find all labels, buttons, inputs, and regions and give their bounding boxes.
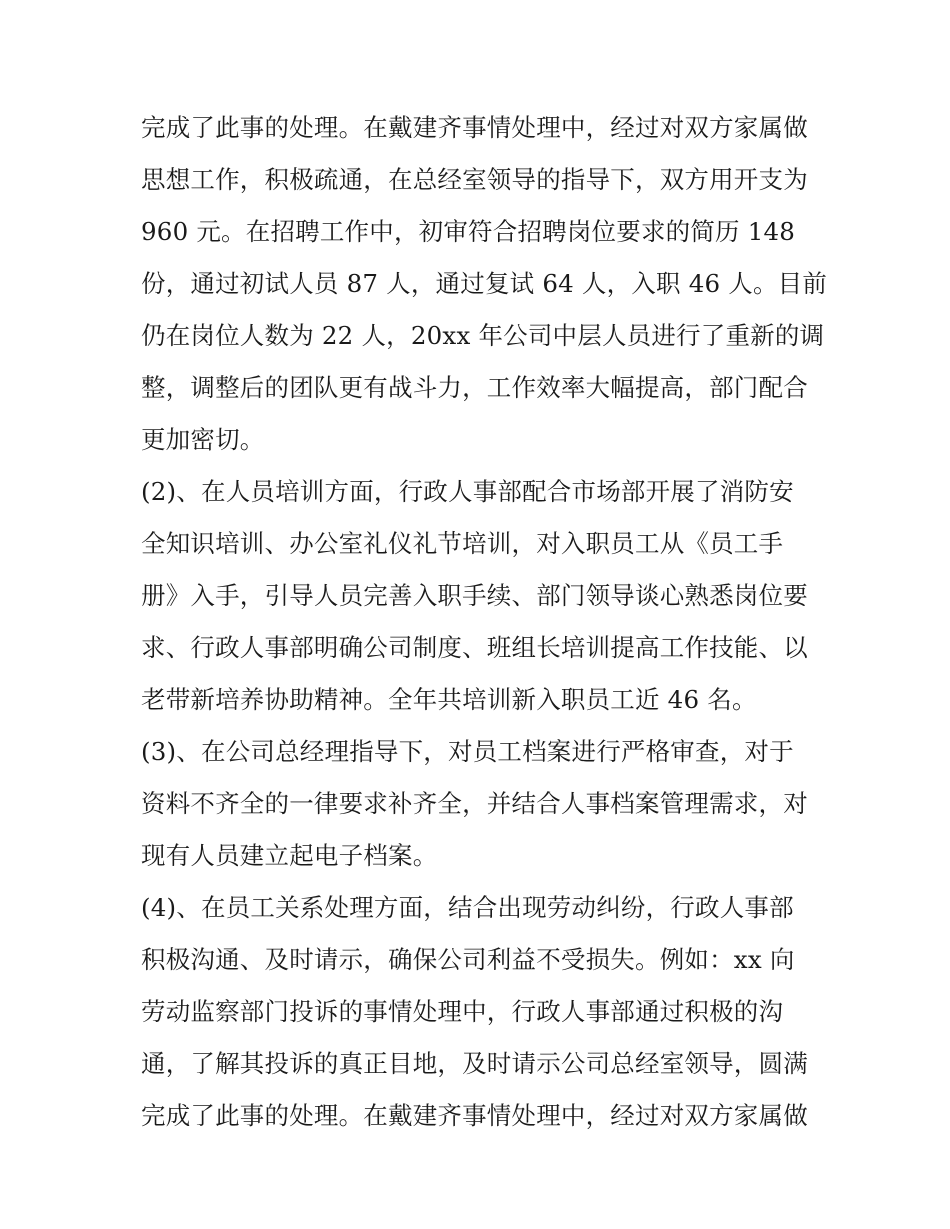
body-text: [141, 102, 831, 1142]
text-line: 老带新培养协助精神。全年共培训新入职员工近 46 名。: [141, 685, 757, 714]
text-line: 资料不齐全的一律要求补齐全，并结合人事档案管理需求，对: [141, 789, 808, 818]
text-line: 全知识培训、办公室礼仪礼节培训，对入职员工从《员工手: [141, 529, 784, 558]
text-line: 通，了解其投诉的真正目地，及时请示公司总经室领导，圆满: [141, 1049, 808, 1078]
text-line: 份，通过初试人员 87 人，通过复试 64 人，入职 46 人。目前: [141, 269, 828, 298]
text-line: 积极沟通、及时请示，确保公司利益不受损失。例如：xx 向: [141, 945, 795, 974]
text-line: 册》入手，引导人员完善入职手续、部门领导谈心熟悉岗位要: [141, 581, 808, 610]
paragraph-4-start: (4)、在员工关系处理方面，结合出现劳动纠纷，行政人事部: [141, 893, 794, 922]
paragraph-3-start: (3)、在公司总经理指导下，对员工档案进行严格审查，对于: [141, 737, 794, 766]
text-line: 整，调整后的团队更有战斗力，工作效率大幅提高，部门配合: [141, 373, 808, 402]
text-line: 思想工作，积极疏通，在总经室领导的指导下，双方用开支为: [141, 165, 808, 194]
text-line: 完成了此事的处理。在戴建齐事情处理中，经过对双方家属做: [141, 113, 808, 142]
text-line: 劳动监察部门投诉的事情处理中，行政人事部通过积极的沟: [141, 997, 784, 1026]
paragraph-2-start: (2)、在人员培训方面，行政人事部配合市场部开展了消防安: [141, 477, 794, 506]
text-line: 更加密切。: [141, 425, 265, 454]
text-line: 现有人员建立起电子档案。: [141, 841, 438, 870]
text-line: 完成了此事的处理。在戴建齐事情处理中，经过对双方家属做: [141, 1101, 808, 1130]
text-line: 960 元。在招聘工作中，初审符合招聘岗位要求的简历 148: [141, 217, 796, 246]
text-line: 求、行政人事部明确公司制度、班组长培训提高工作技能、以: [141, 633, 808, 662]
text-line: 仍在岗位人数为 22 人，20xx 年公司中层人员进行了重新的调: [141, 321, 825, 350]
